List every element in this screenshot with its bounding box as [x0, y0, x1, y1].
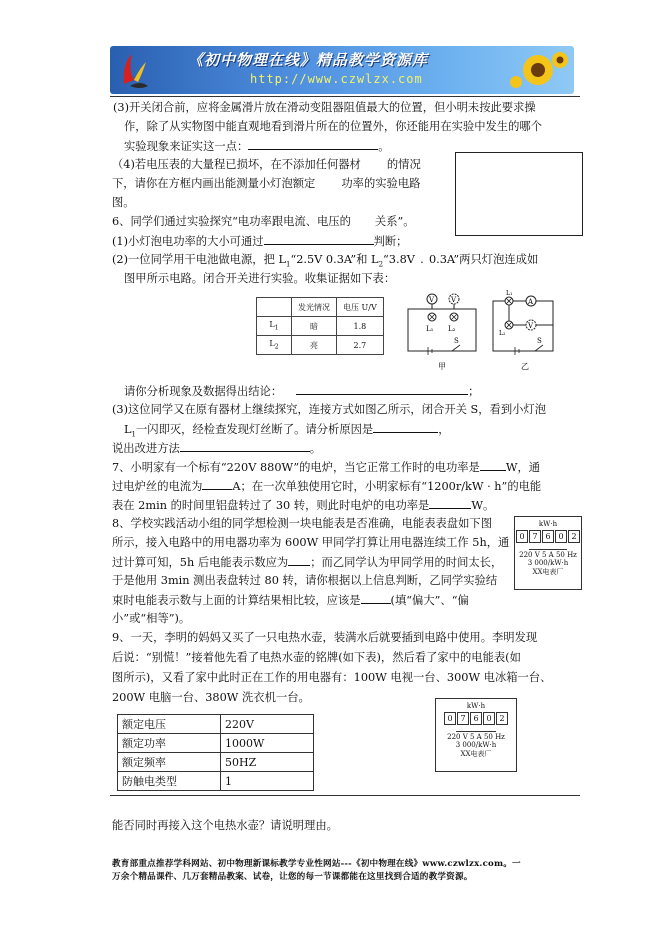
answer-blank — [429, 497, 471, 509]
footer-line1: 教育部重点推荐学科网站、初中物理新课标教学专业性网站---《初中物理在线》www.czwlzx.com。一 — [112, 859, 521, 869]
circuit-jia-diagram — [400, 287, 485, 372]
q9-line2: 后说：“别慌！”接着他先看了电热水壶的铭牌(如下表)，然后看了家中的电能表(如 — [112, 651, 521, 664]
circuit-yi-diagram — [487, 287, 567, 372]
table-row: 额定功率 1000W — [118, 734, 314, 753]
q3-line1: (3)开关闭合前，应将金属滑片放在滑动变阻器阻值最大的位置，但小明未按此要求操 — [113, 101, 536, 114]
energy-meter-diagram-2: kW·h 0 7 6 0 2 220 V 5 A 50 Hz 3 000/kW·h XX电表厂 — [435, 698, 517, 772]
footer-rule-top — [110, 795, 580, 796]
q6-part3: (3)这位同学又在原有器材上继续探究，连接方式如图乙所示，闭合开关 S，看到小灯泡 — [112, 403, 547, 416]
svg-text:V: V — [528, 322, 534, 330]
answer-blank — [296, 383, 468, 395]
q9-line1: 9、一天，李明的妈妈又买了一只电热水壶，装满水后就要插到电路中使用。李明发现 — [112, 631, 538, 644]
svg-text:L₁: L₁ — [426, 325, 434, 333]
q8-line1: 8、学校实践活动小组的同学想检测一块电能表是否准确，电能表表盘如下图 — [112, 517, 492, 530]
q8-line6: 小”或“相等”)。 — [112, 612, 191, 625]
meter-disc-icon — [529, 544, 567, 550]
table-row: $L_1$ 暗 1.8 — [257, 317, 384, 336]
header-rule — [110, 96, 580, 97]
svg-text:A: A — [528, 298, 534, 306]
svg-text:V: V — [429, 296, 435, 304]
banner-url: http://www.czwlzx.com — [250, 72, 423, 86]
q6-part2: (2)一位同学用干电池做电源，把 $L_1“2.5V$ 0.3A”和 $L_2“3.8V$ . 0.3A”两只灯泡连成如 — [112, 253, 539, 269]
lamp-data-table — [256, 297, 384, 355]
answer-blank — [373, 421, 438, 433]
q6-part1: (1)小灯泡电功率的大小可通过 判断； — [112, 235, 408, 248]
answer-blank — [180, 440, 310, 452]
table-row: 额定电压 220V — [118, 715, 314, 734]
footer-line2: 万余个精品课件、几万套精品教案、试卷，让您的每一节课都能在这里找到合适的教学资源。 — [112, 872, 473, 882]
table-row: 额定频率 50HZ — [118, 753, 314, 772]
sunflower-icon — [508, 48, 568, 92]
q6-part3-fix: 说出改进方法 。 — [112, 442, 322, 455]
table-row: 防触电类型 1 — [118, 772, 314, 791]
answer-blank — [264, 233, 374, 245]
q7-line2: 过电炉丝的电流为 A；在一次单独使用它时，小明家标有“1200r/kW · h”的电能 — [112, 480, 542, 493]
svg-text:L₂: L₂ — [499, 330, 506, 337]
q9-line3: 图所示)，又看了家中此时正在工作的用电器有：100W 电视一台、300W 电冰箱一台、 — [112, 671, 552, 684]
svg-text:S: S — [537, 337, 542, 345]
table-header: 电压 U/V — [337, 298, 384, 317]
q7-line1: 7、小明家有一个标有“220V 880W”的电炉，当它正常工作时的电功率是 W，通 — [112, 461, 541, 474]
answer-blank — [288, 554, 310, 566]
q7-line3: 表在 2min 的时间里铝盘转过了 30 转，则此时电炉的电功率是 W。 — [112, 499, 495, 512]
q6-title: 6、同学们通过实验探究“电功率跟电流、电压的 关系”。 — [112, 215, 415, 228]
q6-part3-cont: $L_1$一闪即灭，经检查发现灯丝断了。请分析原因是 ， — [124, 423, 450, 439]
answer-blank — [480, 459, 506, 471]
kettle-nameplate-table — [117, 714, 314, 791]
svg-text:V: V — [451, 296, 457, 304]
meter-disc-icon — [456, 726, 496, 732]
q4-line3: 图。 — [112, 196, 135, 209]
q9-line4: 200W 电脑一台、380W 洗衣机一台。 — [112, 691, 310, 704]
site-logo-icon — [118, 50, 152, 90]
header-banner — [110, 46, 574, 94]
svg-text:L₁: L₁ — [506, 290, 513, 297]
meter-digits: 0 7 6 0 2 — [515, 530, 581, 543]
q8-line2: 所示，接入电路中的用电器功率为 600W 甲同学打算让用电器连续工作 5h，通 — [112, 536, 510, 549]
answer-blank — [202, 478, 232, 490]
q9-question: 能否同时再接入这个电热水壶？请说明理由。 — [112, 819, 338, 832]
q4-line2: 下，请你在方框内画出能测量小灯泡额定 功率的实验电路 — [112, 177, 421, 190]
energy-meter-diagram: kW·h 0 7 6 0 2 220 V 5 A 50 Hz 3 000/kW·h XX电表厂 — [514, 516, 582, 590]
answer-blank — [361, 592, 391, 604]
meter-digits: 0 7 6 0 2 — [436, 712, 516, 725]
table-header: 发光情况 — [292, 298, 337, 317]
circuit-jia-label: 甲 — [438, 362, 446, 371]
q3-line2: 作，除了从实物图中能直观地看到滑片所在的位置外，你还能用在实验中发生的哪个 — [124, 120, 542, 133]
q8-line3: 过计算可知，5h 后电能表示数应为 ；而乙同学认为甲同学用的时间太长， — [112, 556, 503, 569]
drawing-box — [455, 152, 583, 236]
circuit-yi-label: 乙 — [521, 362, 529, 371]
q6-part2-cont: 图甲所示电路。闭合开关进行实验。收集证据如下表： — [124, 272, 396, 285]
q8-line5: 束时电能表示数与上面的计算结果相比较，应该是 (填“偏大”、“偏 — [112, 594, 469, 607]
q8-line4: 于是他用 3min 测出表盘转过 80 转，请你根据以上信息判断，乙同学实验结 — [112, 574, 498, 587]
svg-text:L₂: L₂ — [448, 325, 456, 333]
table-row: $L_2$ 亮 2.7 — [257, 336, 384, 355]
q6-conclusion: 请你分析现象及数据得出结论： ； — [124, 385, 480, 398]
svg-text:S: S — [454, 337, 459, 345]
q3-line3: 实验现象来证实这一点： 。 — [124, 140, 390, 153]
answer-blank — [248, 138, 378, 150]
q4-line1: （4)若电压表的大量程已损坏，在不添加任何器材 的情况 — [112, 158, 421, 171]
banner-title: 《初中物理在线》精品教学资源库 — [188, 51, 429, 69]
